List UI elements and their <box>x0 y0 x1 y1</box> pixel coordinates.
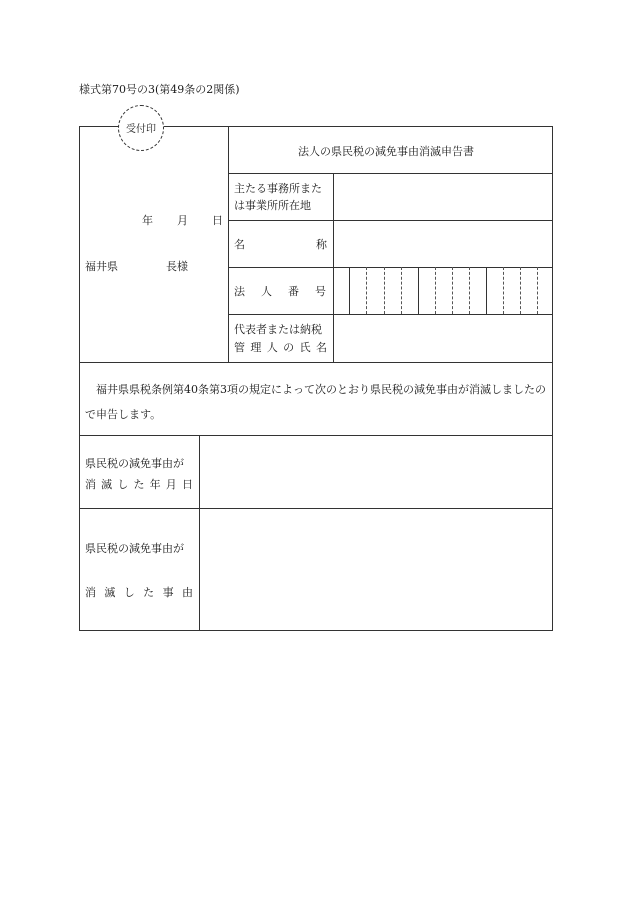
rep-label-char: 名 <box>315 341 327 354</box>
name-label-char: 称 <box>316 238 327 251</box>
date-item-label-char: 滅 <box>101 478 113 491</box>
addressee-prefecture: 福井県 <box>85 260 118 273</box>
date-item-label-char: し <box>117 478 129 491</box>
rep-label-char: 氏 <box>299 341 311 354</box>
reason-item-label-line2 <box>85 584 193 600</box>
reason-item-label-char: 滅 <box>104 586 116 599</box>
name-input-area[interactable] <box>334 221 552 267</box>
reason-item-label-char: た <box>143 586 155 599</box>
date-item-label-char: 消 <box>85 478 96 491</box>
rep-label-char: 人 <box>266 341 278 354</box>
receipt-stamp-circle <box>118 105 164 151</box>
date-input-area[interactable] <box>200 436 552 508</box>
name-label-char: 名 <box>234 238 245 251</box>
rep-label-char: 理 <box>250 341 262 354</box>
reason-item-label-char: し <box>123 586 135 599</box>
date-month-char: 月 <box>177 214 188 227</box>
addressee-title: 長様 <box>166 260 188 273</box>
rep-label-char: 管 <box>234 341 245 354</box>
corp-number-label-char: 人 <box>261 285 272 298</box>
corp-number-label <box>234 283 326 299</box>
date-item-label-char: 月 <box>165 478 177 491</box>
receipt-stamp-label: 受付印 <box>126 124 156 135</box>
receipt-divider <box>228 126 229 362</box>
corp-number-label-char: 番 <box>288 285 299 298</box>
corp-number-label-char: 法 <box>234 285 245 298</box>
address-label-line1: 主たる事務所また <box>234 182 322 195</box>
reason-item-label-line1: 県民税の減免事由が <box>85 542 184 555</box>
form-number: 様式第70号の3(第49条の2関係) <box>79 83 240 96</box>
form-title: 法人の県民税の減免事由消滅申告書 <box>298 145 474 158</box>
date-year-char: 年 <box>142 214 153 227</box>
address-input-area[interactable] <box>334 174 552 220</box>
corp-number-input-area[interactable] <box>350 268 552 314</box>
top-section-bottom <box>79 362 553 363</box>
date-item-label-line1: 県民税の減免事由が <box>85 457 184 470</box>
corp-number-label-char: 号 <box>315 285 326 298</box>
date-item-label-line2 <box>85 476 193 492</box>
reason-item-label-char: 消 <box>85 586 96 599</box>
statement-text: 福井県県税条例第40条第3項の規定によって次のとおり県民税の減免事由が消滅しましたので申告します。 <box>85 383 546 421</box>
rep-label-line1: 代表者または納税 <box>234 323 322 336</box>
rep-label-line2 <box>234 339 327 355</box>
address-label-line2: は事業所所在地 <box>234 199 311 212</box>
date-item-label-char: た <box>133 478 145 491</box>
date-day-char: 日 <box>212 214 223 227</box>
name-label <box>234 236 327 252</box>
rep-name-input-area[interactable] <box>334 315 552 362</box>
rep-label-char: の <box>283 341 295 354</box>
date-item-label-char: 年 <box>149 478 161 491</box>
reason-item-label-char: 事 <box>162 586 174 599</box>
date-item-label-char: 日 <box>181 478 193 491</box>
reason-item-label-char: 由 <box>181 586 193 599</box>
reason-input-area[interactable] <box>200 509 552 630</box>
